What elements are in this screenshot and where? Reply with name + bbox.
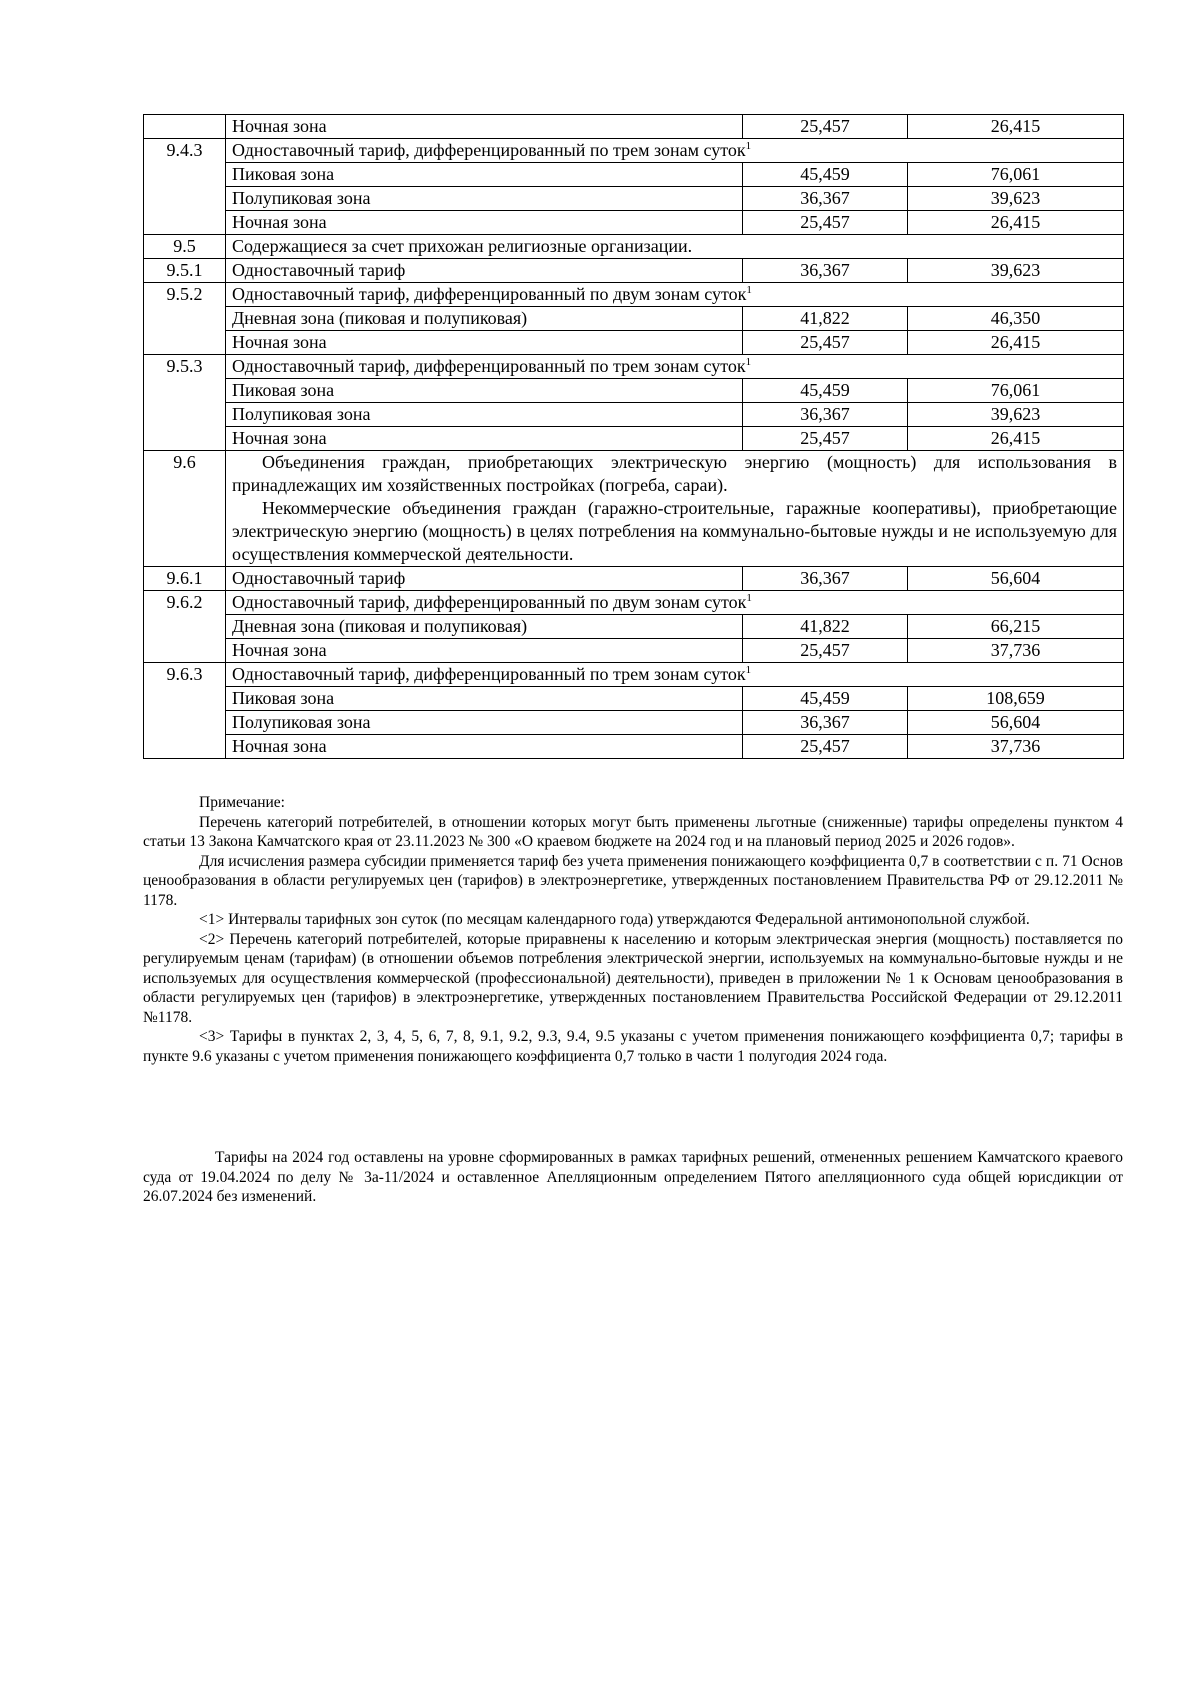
footnote-marker: 1 bbox=[745, 664, 752, 676]
value-cell: 26,415 bbox=[908, 115, 1124, 139]
table-row bbox=[144, 663, 1124, 687]
table-row bbox=[144, 427, 1124, 451]
value-cell: 36,367 bbox=[743, 711, 908, 735]
value-cell: 36,367 bbox=[743, 259, 908, 283]
table-row bbox=[144, 235, 1124, 259]
value-cell: 66,215 bbox=[908, 615, 1124, 639]
row-label: Одноставочный тариф bbox=[226, 567, 743, 591]
row-number: 9.5.2 bbox=[144, 283, 226, 355]
row-label: Ночная зона bbox=[226, 427, 743, 451]
table-row bbox=[144, 355, 1124, 379]
table-row bbox=[144, 639, 1124, 663]
row-label-text: Одноставочный тариф, дифференцированный по трем зонам суток bbox=[232, 140, 746, 160]
row-label: Ночная зона bbox=[226, 639, 743, 663]
tariff-table bbox=[143, 114, 1124, 759]
row-number: 9.6 bbox=[144, 451, 226, 567]
value-cell: 36,367 bbox=[743, 567, 908, 591]
value-cell: 46,350 bbox=[908, 307, 1124, 331]
description-paragraph: Некоммерческие объединения граждан (гаражно-строительные, гаражные кооперативы), приобретающие электрическую энергию (мощность) в целях потребления на коммунально-бытовые нужды и не используемую для осуществления коммерческой деятельности. bbox=[232, 498, 1117, 564]
row-label: Одноставочный тариф bbox=[226, 259, 743, 283]
row-label: Ночная зона bbox=[226, 331, 743, 355]
row-label-text: Одноставочный тариф, дифференцированный по трем зонам суток bbox=[232, 664, 746, 684]
row-label: Ночная зона bbox=[226, 735, 743, 759]
row-label: Дневная зона (пиковая и полупиковая) bbox=[226, 307, 743, 331]
value-cell: 36,367 bbox=[743, 403, 908, 427]
row-number: 9.4.3 bbox=[144, 139, 226, 235]
row-label-text: Одноставочный тариф, дифференцированный по трем зонам суток bbox=[232, 356, 746, 376]
value-cell: 37,736 bbox=[908, 639, 1124, 663]
value-cell: 39,623 bbox=[908, 259, 1124, 283]
row-label: Пиковая зона bbox=[226, 163, 743, 187]
table-row bbox=[144, 567, 1124, 591]
row-label-text: Одноставочный тариф, дифференцированный по двум зонам суток bbox=[232, 592, 747, 612]
value-cell: 37,736 bbox=[908, 735, 1124, 759]
value-cell: 76,061 bbox=[908, 379, 1124, 403]
row-description bbox=[226, 451, 1124, 567]
footnote-marker: 1 bbox=[745, 356, 752, 368]
table-row bbox=[144, 139, 1124, 163]
value-cell: 108,659 bbox=[908, 687, 1124, 711]
value-cell: 25,457 bbox=[743, 427, 908, 451]
table-row bbox=[144, 163, 1124, 187]
value-cell: 26,415 bbox=[908, 211, 1124, 235]
row-label: Полупиковая зона bbox=[226, 187, 743, 211]
row-label: Пиковая зона bbox=[226, 687, 743, 711]
final-note-text: Тарифы на 2024 год оставлены на уровне сформированных в рамках тарифных решений, отмененных решением Камчатского краевого суда от 19.04.2024 по делу № 3а-11/2024 и оставленное Апелляционным определением Пятого апелляционного суда общей юрисдикции от 26.07.2024 без изменений. bbox=[143, 1149, 1123, 1205]
value-cell: 25,457 bbox=[743, 331, 908, 355]
row-label: Ночная зона bbox=[226, 211, 743, 235]
table-row bbox=[144, 451, 1124, 567]
value-cell: 26,415 bbox=[908, 331, 1124, 355]
table-row bbox=[144, 187, 1124, 211]
row-number: 9.5.3 bbox=[144, 355, 226, 451]
notes-title: Примечание: bbox=[199, 794, 285, 811]
table-row bbox=[144, 259, 1124, 283]
table-row bbox=[144, 283, 1124, 307]
table-row bbox=[144, 211, 1124, 235]
value-cell: 76,061 bbox=[908, 163, 1124, 187]
row-number: 9.6.3 bbox=[144, 663, 226, 759]
row-label: Ночная зона bbox=[226, 115, 743, 139]
value-cell: 26,415 bbox=[908, 427, 1124, 451]
note-paragraph: <3> Тарифы в пунктах 2, 3, 4, 5, 6, 7, 8, 9.1, 9.2, 9.3, 9.4, 9.5 указаны с учетом применения понижающего коэффициента 0,7; тарифы в пункте 9.6 указаны с учетом применения понижающего коэффициента 0,7 только в части 1 полугодия 2024 года. bbox=[143, 1028, 1123, 1065]
table-row bbox=[144, 403, 1124, 427]
row-number: 9.6.1 bbox=[144, 567, 226, 591]
row-label: Содержащиеся за счет прихожан религиозные организации. bbox=[226, 235, 1124, 259]
final-note bbox=[143, 1148, 1123, 1207]
value-cell: 41,822 bbox=[743, 615, 908, 639]
row-label bbox=[226, 591, 1124, 615]
row-label bbox=[226, 139, 1124, 163]
value-cell: 45,459 bbox=[743, 379, 908, 403]
value-cell: 45,459 bbox=[743, 163, 908, 187]
row-label bbox=[226, 283, 1124, 307]
value-cell: 41,822 bbox=[743, 307, 908, 331]
row-label: Полупиковая зона bbox=[226, 403, 743, 427]
description-paragraph: Объединения граждан, приобретающих электрическую энергию (мощность) для использования в принадлежащих им хозяйственных постройках (погреба, сараи). bbox=[232, 452, 1117, 495]
row-number: 9.5 bbox=[144, 235, 226, 259]
row-number: 9.6.2 bbox=[144, 591, 226, 663]
value-cell: 56,604 bbox=[908, 567, 1124, 591]
value-cell: 39,623 bbox=[908, 403, 1124, 427]
table-row bbox=[144, 115, 1124, 139]
footnote-marker: 1 bbox=[745, 140, 752, 152]
value-cell: 25,457 bbox=[743, 639, 908, 663]
table-row bbox=[144, 307, 1124, 331]
value-cell: 45,459 bbox=[743, 687, 908, 711]
note-paragraph: Для исчисления размера субсидии применяется тариф без учета применения понижающего коэффициента 0,7 в соответствии с п. 71 Основ ценообразования в области регулируемых цен (тарифов) в электроэнергетике, утвержденных постановлением Правительства РФ от 29.12.2011 № 1178. bbox=[143, 852, 1123, 909]
table-row bbox=[144, 687, 1124, 711]
table-row bbox=[144, 735, 1124, 759]
table-row bbox=[144, 591, 1124, 615]
table-row bbox=[144, 615, 1124, 639]
row-label: Дневная зона (пиковая и полупиковая) bbox=[226, 615, 743, 639]
value-cell: 25,457 bbox=[743, 211, 908, 235]
note-paragraph: Перечень категорий потребителей, в отношении которых могут быть применены льготные (сниженные) тарифы определены пунктом 4 статьи 13 Закона Камчатского края от 23.11.2023 № 300 «О краевом бюджете на 2024 год и на плановый период 2025 и 2026 годов». bbox=[143, 813, 1123, 850]
row-label-text: Одноставочный тариф, дифференцированный по двум зонам суток bbox=[232, 284, 747, 304]
notes-section bbox=[143, 793, 1123, 1066]
row-number bbox=[144, 115, 226, 139]
table-row bbox=[144, 711, 1124, 735]
table-row bbox=[144, 379, 1124, 403]
value-cell: 39,623 bbox=[908, 187, 1124, 211]
note-paragraph: <1> Интервалы тарифных зон суток (по месяцам календарного года) утверждаются Федеральной антимонопольной службой. bbox=[199, 911, 1030, 928]
note-paragraph: <2> Перечень категорий потребителей, которые приравнены к населению и которым электрическая энергия (мощность) поставляется по регулируемым ценам (тарифам) (в отношении объемов потребления электрической энергии, используемых на коммунально-бытовые нужды и не используемых для осуществления коммерческой (профессиональной) деятельности), приведен в приложении № 1 к Основам ценообразования в области регулируемых цен (тарифов) в электроэнергетике, утвержденных постановлением Правительства Российской Федерации от 29.12.2011 №1178. bbox=[143, 930, 1123, 1026]
value-cell: 56,604 bbox=[908, 711, 1124, 735]
tariff-table-body bbox=[144, 115, 1124, 759]
table-row bbox=[144, 331, 1124, 355]
value-cell: 25,457 bbox=[743, 115, 908, 139]
row-number: 9.5.1 bbox=[144, 259, 226, 283]
row-label bbox=[226, 663, 1124, 687]
footnote-marker: 1 bbox=[746, 592, 752, 604]
footnote-marker: 1 bbox=[746, 284, 752, 296]
value-cell: 36,367 bbox=[743, 187, 908, 211]
value-cell: 25,457 bbox=[743, 735, 908, 759]
row-label bbox=[226, 355, 1124, 379]
row-label: Полупиковая зона bbox=[226, 711, 743, 735]
row-label: Пиковая зона bbox=[226, 379, 743, 403]
